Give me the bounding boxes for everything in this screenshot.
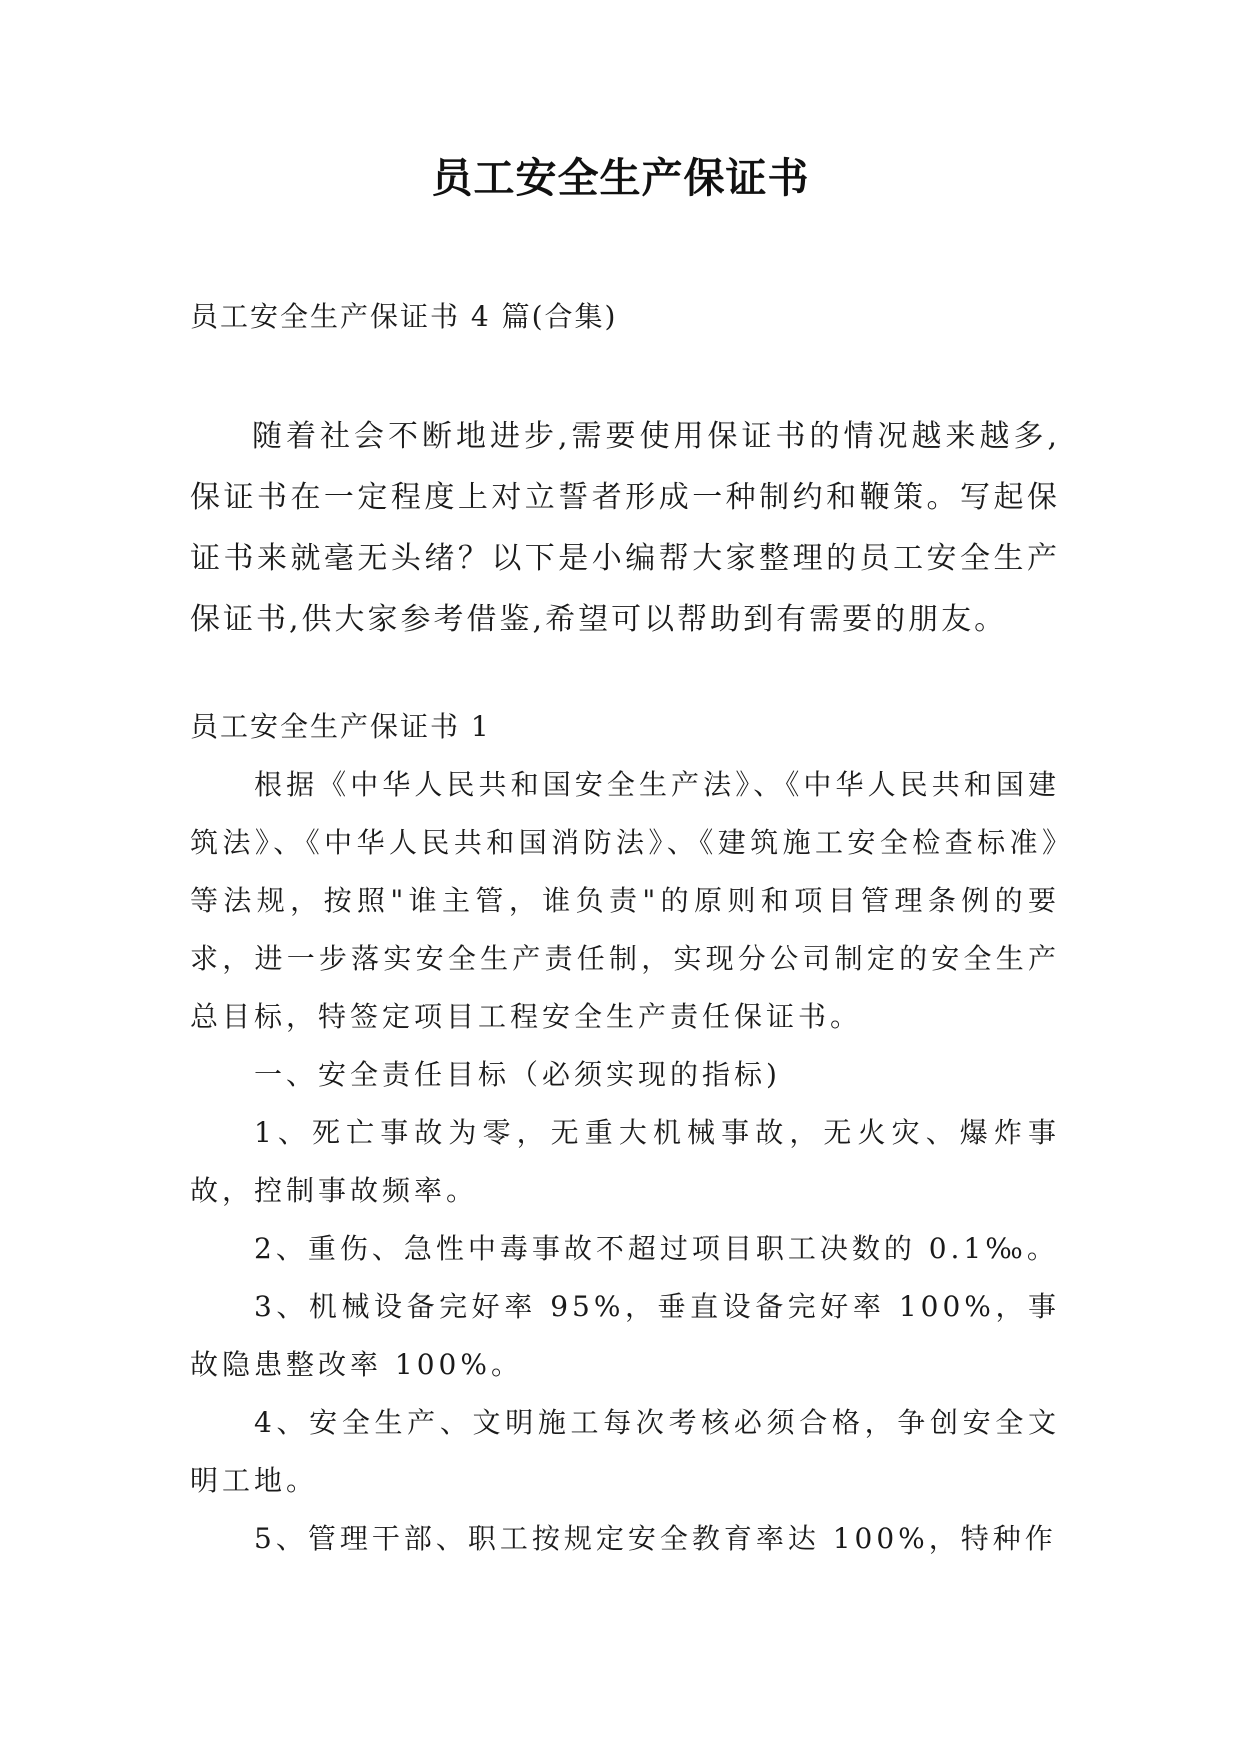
target-item: 4、安全生产、文明施工每次考核必须合格，争创安全文明工地。 <box>190 1406 1060 1497</box>
document-subtitle: 员工安全生产保证书 4 篇(合集) <box>190 300 618 333</box>
section-heading: 员工安全生产保证书 1 <box>190 710 491 743</box>
intro-paragraph: 随着社会不断地进步,需要使用保证书的情况越来越多,保证书在一定程度上对立誓者形成一种制约和鞭策。写起保证书来就毫无头绪？以下是小编帮大家整理的员工安全生产保证书,供大家参考借鉴,希望可以帮助到有需要的朋友。 <box>190 419 1060 637</box>
targets-heading: 一、安全责任目标（必须实现的指标) <box>254 1058 781 1091</box>
preamble-paragraph: 根据《中华人民共和国安全生产法》、《中华人民共和国建筑法》、《中华人民共和国消防法》、《建筑施工安全检查标准》等法规，按照"谁主管，谁负责"的原则和项目管理条例的要求，进一步落实安全生产责任制，实现分公司制定的安全生产总目标，特签定项目工程安全生产责任保证书。 <box>190 768 1060 1033</box>
target-item: 5、管理干部、职工按规定安全教育率达 100%，特种作 <box>254 1522 1057 1555</box>
target-item: 3、机械设备完好率 95%，垂直设备完好率 100%，事故隐患整改率 100%。 <box>190 1290 1060 1381</box>
section-1 <box>190 698 1060 1568</box>
target-item: 2、重伤、急性中毒事故不超过项目职工决数的 0.1‰。 <box>254 1232 1059 1265</box>
document-title: 员工安全生产保证书 <box>431 154 810 202</box>
target-item: 1、死亡事故为零，无重大机械事故，无火灾、爆炸事故，控制事故频率。 <box>190 1116 1060 1207</box>
